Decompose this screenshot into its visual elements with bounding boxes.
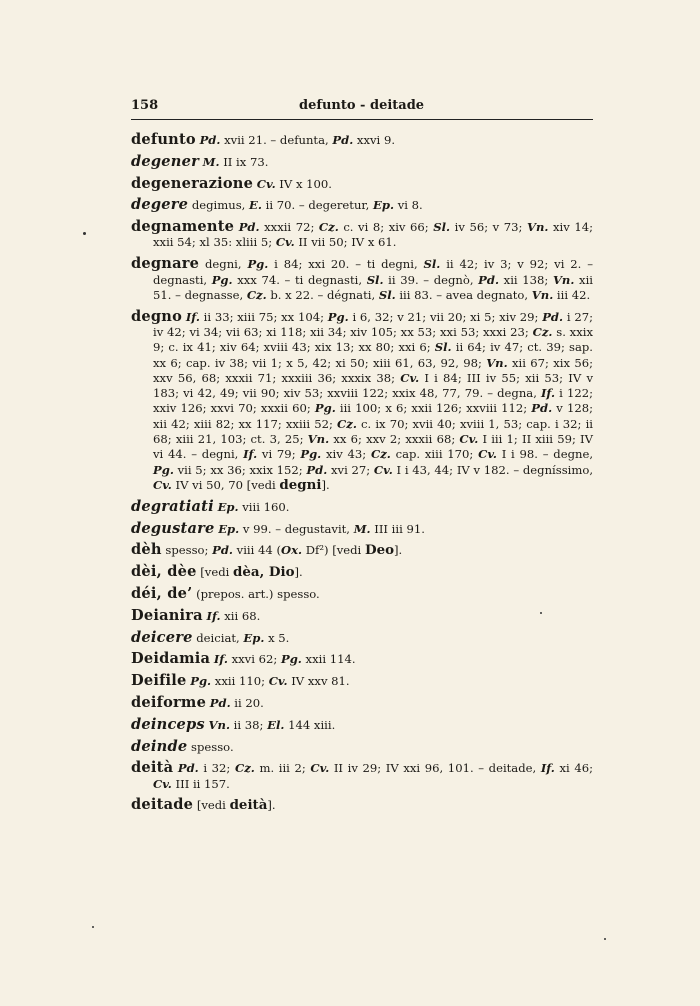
work-abbreviation: Cz. bbox=[337, 416, 357, 431]
dictionary-entry bbox=[131, 154, 593, 170]
dictionary-entries bbox=[131, 132, 593, 819]
page-header bbox=[131, 94, 593, 116]
citation-text: xvi 27; bbox=[327, 462, 374, 477]
work-abbreviation: Pd. bbox=[531, 401, 553, 416]
work-abbreviation: Pg. bbox=[300, 447, 322, 462]
dictionary-entry bbox=[131, 630, 593, 646]
entry-headword: Deianira bbox=[131, 606, 203, 624]
citation-text: xxii 114. bbox=[301, 652, 356, 667]
dictionary-entry bbox=[131, 651, 593, 667]
entry-headword: deinde bbox=[131, 737, 188, 755]
work-abbreviation: Cz. bbox=[234, 761, 255, 776]
work-abbreviation: M. bbox=[353, 521, 371, 536]
citation-text: I i 98. – degne, bbox=[496, 447, 593, 462]
citation-text: v 128; xii 42; xiii 82; xx 117; xxiii 52; bbox=[153, 401, 593, 431]
citation-text: m. iii 2; bbox=[254, 761, 311, 776]
dictionary-entry bbox=[131, 717, 593, 733]
citation-text: ii 38; bbox=[230, 717, 268, 732]
entry-headword: degnamente bbox=[131, 218, 235, 236]
entry-headword: degener bbox=[131, 152, 199, 170]
entry-headword: degere bbox=[131, 196, 189, 214]
cross-reference: degni bbox=[279, 476, 322, 493]
cross-reference: Deo bbox=[364, 542, 395, 559]
work-abbreviation: Vn. bbox=[552, 272, 575, 287]
dictionary-entry bbox=[131, 309, 593, 494]
citation-text: iii 83. – avea degnato, bbox=[395, 287, 532, 302]
dictionary-entry bbox=[131, 542, 593, 558]
citation-text: xxvi 9. bbox=[353, 133, 396, 147]
work-abbreviation: Pg. bbox=[211, 272, 233, 287]
entry-headword: deinceps bbox=[131, 715, 205, 733]
work-abbreviation: Vn. bbox=[486, 355, 508, 370]
work-abbreviation: Cz. bbox=[370, 447, 391, 462]
citation-text: (prepos. art.) spesso. bbox=[196, 586, 320, 601]
citation-text: viii 160. bbox=[238, 499, 290, 514]
citation-text: [vedi bbox=[200, 565, 234, 580]
work-abbreviation: If. bbox=[206, 608, 221, 623]
entry-headword: degenerazione bbox=[131, 174, 254, 192]
work-abbreviation: Vn. bbox=[307, 432, 330, 447]
work-abbreviation: Vn. bbox=[208, 717, 230, 732]
work-abbreviation: Cz. bbox=[246, 287, 267, 302]
work-abbreviation: Sl. bbox=[434, 340, 452, 355]
entry-headword: déi, de’ bbox=[131, 584, 193, 602]
entry-headword: deità bbox=[131, 759, 174, 777]
citation-text: cap. xiii 170; bbox=[390, 447, 479, 462]
work-abbreviation: Pg. bbox=[327, 309, 349, 324]
work-abbreviation: If. bbox=[185, 309, 200, 324]
dictionary-entry bbox=[131, 197, 593, 213]
citation-text: [vedi bbox=[196, 798, 230, 813]
work-abbreviation: Vn. bbox=[531, 287, 554, 302]
work-abbreviation: Pd. bbox=[209, 695, 231, 710]
work-abbreviation: Pg. bbox=[314, 401, 336, 416]
margin-speck bbox=[92, 926, 94, 928]
work-abbreviation: Pd. bbox=[542, 309, 564, 324]
work-abbreviation: Cv. bbox=[153, 776, 172, 791]
work-abbreviation: If. bbox=[540, 761, 555, 776]
dictionary-entry bbox=[131, 256, 593, 303]
citation-text: degimus, bbox=[191, 198, 250, 213]
work-abbreviation: Cv. bbox=[268, 674, 288, 689]
work-abbreviation: Sl. bbox=[423, 257, 441, 272]
work-abbreviation: Ep. bbox=[373, 198, 395, 213]
work-abbreviation: Pd. bbox=[478, 272, 500, 287]
work-abbreviation: Pd. bbox=[177, 761, 199, 776]
citation-text: i 32; bbox=[198, 761, 235, 776]
running-head: defunto - deitade bbox=[299, 98, 425, 113]
citation-text: vii 5; xx 36; xxix 152; bbox=[173, 462, 307, 477]
work-abbreviation: Pg. bbox=[190, 674, 212, 689]
citation-text: xii 51. – degnasse, bbox=[153, 272, 593, 302]
citation-text: i 84; xxi 20. – ti degni, bbox=[268, 257, 424, 272]
dictionary-entry bbox=[131, 499, 593, 515]
work-abbreviation: El. bbox=[267, 717, 285, 732]
work-abbreviation: Vn. bbox=[526, 220, 549, 235]
dictionary-entry bbox=[131, 739, 593, 755]
entry-headword: degno bbox=[131, 307, 183, 325]
work-abbreviation: Pd. bbox=[238, 220, 260, 235]
work-abbreviation: Ep. bbox=[243, 630, 265, 645]
work-abbreviation: Pd. bbox=[199, 133, 221, 147]
citation-text: i 122; xxiv 126; xxvi 70; xxxii 60; bbox=[153, 386, 593, 416]
work-abbreviation: Pg. bbox=[247, 257, 269, 272]
citation-text: III iii 91. bbox=[370, 521, 425, 536]
citation-text: x 5. bbox=[264, 630, 290, 645]
work-abbreviation: Cv. bbox=[400, 370, 420, 385]
citation-text: spesso. bbox=[191, 739, 234, 754]
dictionary-entry bbox=[131, 176, 593, 192]
citation-text: degni, bbox=[205, 257, 248, 272]
work-abbreviation: Pg. bbox=[153, 462, 174, 477]
citation-text: deiciat, bbox=[196, 630, 244, 645]
citation-text: ii 42; iv 3; v 92; vi 2. – degnasti, bbox=[153, 257, 594, 287]
citation-text: xxvi 62; bbox=[227, 652, 281, 667]
citation-text: ii 70. – degeretur, bbox=[261, 198, 374, 213]
margin-speck bbox=[604, 938, 606, 940]
page-number: 158 bbox=[131, 98, 159, 113]
dictionary-entry bbox=[131, 132, 593, 148]
dictionary-entry bbox=[131, 797, 593, 813]
work-abbreviation: Cz. bbox=[318, 220, 339, 235]
citation-text: IV vi 50, 70 [vedi bbox=[171, 477, 280, 492]
citation-text: Df²) [vedi bbox=[302, 543, 365, 558]
citation-text: iv 56; v 73; bbox=[450, 220, 527, 235]
work-abbreviation: Sl. bbox=[366, 272, 384, 287]
citation-text: iii 100; x 6; xxii 126; xxviii 112; bbox=[335, 401, 532, 416]
citation-text: III ii 157. bbox=[171, 776, 230, 791]
entry-headword: Deidamia bbox=[131, 650, 211, 668]
work-abbreviation: Pg. bbox=[280, 652, 302, 667]
work-abbreviation: Sl. bbox=[378, 287, 396, 302]
margin-speck bbox=[540, 612, 542, 614]
citation-text: II vii 50; IV x 61. bbox=[294, 235, 397, 250]
entry-headword: degustare bbox=[131, 519, 215, 537]
work-abbreviation: E. bbox=[249, 198, 262, 213]
work-abbreviation: Sl. bbox=[433, 220, 451, 235]
citation-text: xx 6; xxv 2; xxxii 68; bbox=[329, 432, 460, 447]
work-abbreviation: M. bbox=[202, 154, 220, 169]
citation-text: ]. bbox=[267, 798, 276, 813]
margin-speck bbox=[83, 232, 86, 235]
citation-text: viii 44 ( bbox=[232, 543, 281, 558]
dictionary-entry bbox=[131, 608, 593, 624]
citation-text: II ix 73. bbox=[219, 154, 269, 169]
citation-text: xii 67; xix 56; xxv 56, 68; xxxii 71; xxxiii 36; xxxix 38; bbox=[153, 355, 593, 385]
work-abbreviation: If. bbox=[243, 447, 258, 462]
work-abbreviation: Ep. bbox=[218, 521, 240, 536]
dictionary-entry bbox=[131, 673, 593, 689]
work-abbreviation: Cv. bbox=[459, 432, 479, 447]
work-abbreviation: Cv. bbox=[256, 176, 276, 191]
dictionary-entry bbox=[131, 564, 593, 580]
citation-text: ]. bbox=[394, 543, 403, 558]
cross-reference: dèa, Dio bbox=[233, 564, 295, 581]
citation-text: II iv 29; IV xxi 96, 101. – deitade, bbox=[329, 761, 541, 776]
citation-text: spesso; bbox=[165, 543, 213, 558]
citation-text: ii 64; iv 47; ct. 39; sap. xx 6; cap. iv 38; vii 1; x 5, 42; xi 50; xiii 61, 63, 92, 98; bbox=[153, 340, 593, 370]
work-abbreviation: If. bbox=[541, 386, 556, 401]
header-rule bbox=[131, 119, 593, 120]
citation-text: ]. bbox=[294, 565, 303, 580]
cross-reference: deità bbox=[229, 797, 268, 814]
work-abbreviation: Cv. bbox=[373, 462, 393, 477]
citation-text: xxii 110; bbox=[211, 674, 269, 689]
citation-text: vi 79; bbox=[257, 447, 301, 462]
work-abbreviation: Cv. bbox=[310, 761, 330, 776]
citation-text: ii 39. – degnò, bbox=[383, 272, 479, 287]
citation-text: IV xxv 81. bbox=[287, 674, 350, 689]
citation-text: IV x 100. bbox=[275, 176, 332, 191]
citation-text: ii 20. bbox=[230, 695, 264, 710]
work-abbreviation: Cv. bbox=[478, 447, 497, 462]
citation-text: ]. bbox=[321, 477, 330, 492]
citation-text: I i 84; III iv 55; xii 53; IV v 183; vi 42, 49; vii 90; xiv 53; xxviii 122; xxix 48, 77, 79. – degna, bbox=[153, 370, 593, 401]
work-abbreviation: Pd. bbox=[306, 462, 328, 477]
entry-headword: dèi, dèe bbox=[131, 563, 197, 581]
citation-text: I iii 1; II xiii 59; IV vi 44. – degni, bbox=[153, 432, 593, 462]
dictionary-entry bbox=[131, 219, 593, 251]
entry-headword: dèh bbox=[131, 541, 162, 559]
citation-text: iii 42. bbox=[553, 287, 591, 302]
citation-text: ii 33; xiii 75; xx 104; bbox=[199, 309, 328, 324]
citation-text: xi 46; bbox=[554, 761, 594, 776]
entry-headword: defunto bbox=[131, 131, 196, 148]
citation-text: xxxii 72; bbox=[259, 220, 319, 235]
citation-text: c. ix 70; xvii 40; xviii 1, 53; cap. i 32; ii 68; xiii 21, 103; ct. 3, 25; bbox=[153, 416, 594, 447]
citation-text: v 99. – degustavit, bbox=[239, 521, 354, 536]
entry-headword: deicere bbox=[131, 628, 193, 646]
entry-headword: deitade bbox=[131, 796, 194, 814]
citation-text: b. x 22. – dégnati, bbox=[266, 287, 379, 302]
work-abbreviation: Ep. bbox=[217, 499, 239, 514]
work-abbreviation: Cv. bbox=[275, 235, 295, 250]
citation-text: i 27; iv 42; vi 34; vii 63; xi 118; xii 34; xiv 105; xx 53; xxi 53; xxxi 23; bbox=[153, 309, 593, 339]
citation-text: xiv 43; bbox=[321, 447, 371, 462]
work-abbreviation: Pd. bbox=[212, 543, 233, 558]
dictionary-entry bbox=[131, 695, 593, 711]
dictionary-entry bbox=[131, 586, 593, 602]
citation-text: xiv 14; xxii 54; xl 35: xliii 5; bbox=[153, 220, 593, 250]
citation-text: xvii 21. – defunta, bbox=[220, 133, 333, 147]
citation-text: 144 xiii. bbox=[284, 717, 336, 732]
citation-text: I i 43, 44; IV v 182. – degníssimo, bbox=[392, 462, 594, 477]
work-abbreviation: Cv. bbox=[153, 477, 172, 492]
work-abbreviation: Pd. bbox=[332, 133, 354, 147]
citation-text: xxx 74. – ti degnasti, bbox=[232, 272, 367, 287]
entry-headword: degnare bbox=[131, 255, 200, 273]
work-abbreviation: Cz. bbox=[532, 324, 553, 339]
citation-text: xii 68. bbox=[220, 608, 261, 623]
citation-text: xii 138; bbox=[499, 272, 553, 287]
entry-headword: degratiati bbox=[131, 497, 214, 515]
work-abbreviation: Ox. bbox=[281, 543, 303, 558]
citation-text: i 6, 32; v 21; vii 20; xi 5; xiv 29; bbox=[348, 309, 543, 324]
citation-text: s. xxix 9; c. ix 41; xiv 64; xviii 43; xix 13; xx 80; xxi 6; bbox=[153, 324, 593, 355]
work-abbreviation: If. bbox=[213, 652, 228, 667]
dictionary-entry bbox=[131, 760, 593, 792]
dictionary-entry bbox=[131, 521, 593, 537]
entry-headword: deiforme bbox=[131, 693, 207, 711]
citation-text: c. vi 8; xiv 66; bbox=[338, 220, 434, 235]
citation-text: vi 8. bbox=[394, 198, 423, 213]
entry-headword: Deifile bbox=[131, 672, 187, 690]
